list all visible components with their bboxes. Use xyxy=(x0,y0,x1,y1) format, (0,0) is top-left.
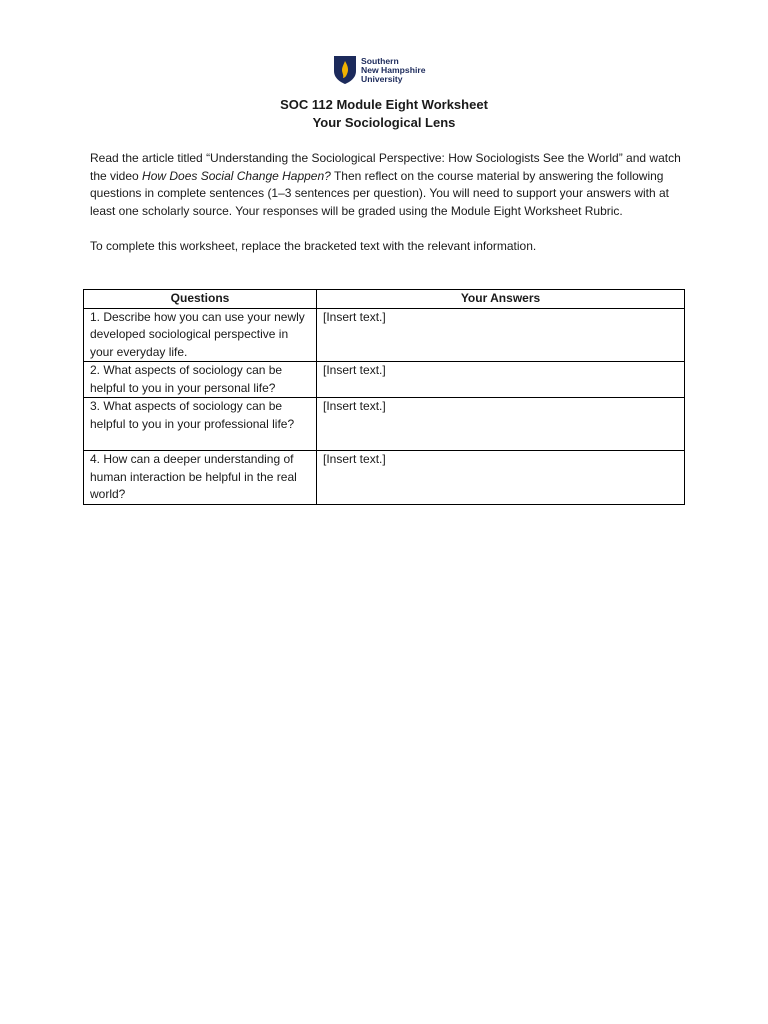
answer-cell[interactable]: [Insert text.] xyxy=(317,451,685,505)
instructions xyxy=(90,150,686,255)
header-answers: Your Answers xyxy=(317,290,685,309)
question-cell: 4. How can a deeper understanding of human interaction be helpful in the real world? xyxy=(84,451,317,505)
table-row xyxy=(84,362,685,398)
video-title: How Does Social Change Happen? xyxy=(142,168,331,183)
worksheet-title xyxy=(0,96,768,132)
question-cell: 2. What aspects of sociology can be helpful to you in your personal life? xyxy=(84,362,317,398)
logo-line-2: New Hampshire xyxy=(361,64,426,75)
table-row xyxy=(84,398,685,451)
answer-cell[interactable]: [Insert text.] xyxy=(317,398,685,451)
question-cell: 3. What aspects of sociology can be helpful to you in your professional life? xyxy=(84,398,317,451)
shield-flame-icon xyxy=(333,55,357,85)
header-questions: Questions xyxy=(84,290,317,309)
logo-line-1: Southern xyxy=(361,55,399,66)
university-logo xyxy=(333,55,425,85)
instruction-paragraph: To complete this worksheet, replace the bracketed text with the relevant information. xyxy=(90,238,537,253)
question-cell: 1. Describe how you can use your newly developed sociological perspective in your everyday life. xyxy=(84,308,317,362)
answer-cell[interactable]: [Insert text.] xyxy=(317,308,685,362)
table-row xyxy=(84,308,685,362)
title-line-1: SOC 112 Module Eight Worksheet xyxy=(280,97,488,112)
answer-cell[interactable]: [Insert text.] xyxy=(317,362,685,398)
logo-wordmark xyxy=(361,57,425,84)
intro-part-2: Then reflect on the course material by answering the following questions in complete sentences (1–3 sentences per question). You will need to support your answers with at least one scholarly source. Your responses will be graded using the Module Eight Worksheet Rubric. xyxy=(90,168,670,218)
title-line-2: Your Sociological Lens xyxy=(312,115,456,130)
intro-paragraph xyxy=(90,150,686,220)
table-header-row xyxy=(84,290,685,309)
logo-line-3: University xyxy=(361,73,403,84)
table-row xyxy=(84,451,685,505)
questions-table xyxy=(83,289,685,505)
intro-part-1: Read the article titled “Understanding the Sociological Perspective: How Sociologists See the World” and watch the video xyxy=(90,151,681,183)
